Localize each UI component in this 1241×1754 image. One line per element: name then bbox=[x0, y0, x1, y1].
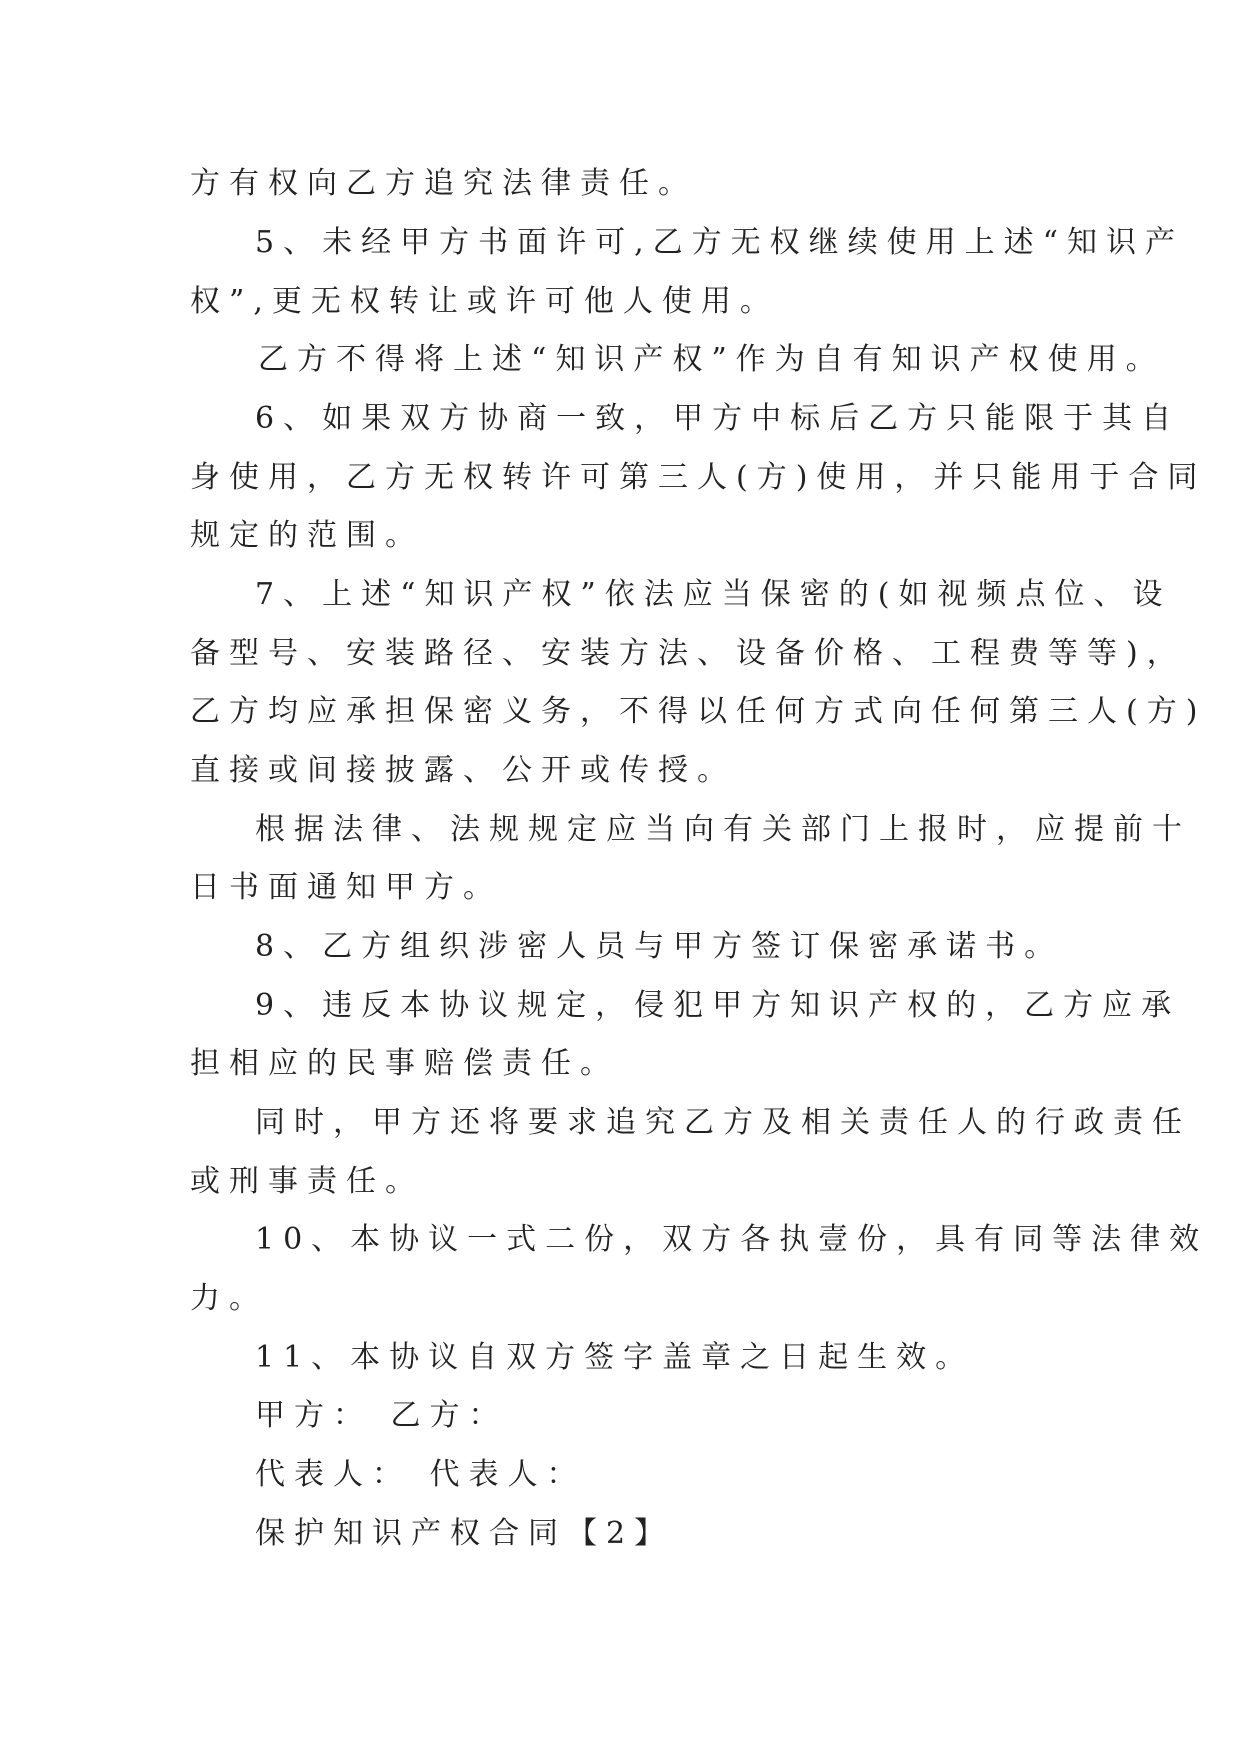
section-heading: 保护知识产权合同【2】 bbox=[255, 1516, 674, 1551]
body-line: 日书面通知甲方。 bbox=[190, 870, 502, 905]
body-line: 同时，甲方还将要求追究乙方及相关责任人的行政责任 bbox=[255, 1105, 1191, 1140]
body-line: 备型号、安装路径、安装方法、设备价格、工程费等等)， bbox=[190, 636, 1186, 671]
party-signature-line: 甲方： 乙方： bbox=[255, 1398, 508, 1433]
body-line: 权”,更无权转让或许可他人使用。 bbox=[190, 284, 779, 319]
body-line: 或刑事责任。 bbox=[190, 1164, 424, 1199]
body-line: 方有权向乙方追究法律责任。 bbox=[190, 166, 697, 201]
clause-8-line: 8、乙方组织涉密人员与甲方签订保密承诺书。 bbox=[255, 929, 1064, 964]
body-line: 乙方不得将上述“知识产权”作为自有知识产权使用。 bbox=[258, 342, 1165, 377]
body-line: 力。 bbox=[190, 1281, 268, 1316]
representative-signature-line: 代表人： 代表人： bbox=[255, 1457, 586, 1492]
body-line: 直接或间接披露、公开或传授。 bbox=[190, 753, 736, 788]
clause-6-line: 6、如果双方协商一致，甲方中标后乙方只能限于其自 bbox=[255, 401, 1181, 436]
clause-10-line: 10、本协议一式二份，双方各执壹份，具有同等法律效 bbox=[255, 1222, 1209, 1257]
clause-9-line: 9、违反本协议规定，侵犯甲方知识产权的，乙方应承 bbox=[255, 988, 1181, 1023]
body-line: 担相应的民事赔偿责任。 bbox=[190, 1046, 619, 1081]
body-line: 根据法律、法规规定应当向有关部门上报时，应提前十 bbox=[255, 812, 1191, 847]
body-line: 身使用，乙方无权转许可第三人(方)使用，并只能用于合同 bbox=[190, 460, 1207, 495]
clause-7-line: 7、上述“知识产权”依法应当保密的(如视频点位、设 bbox=[255, 577, 1172, 612]
clause-11-line: 11、本协议自双方签字盖章之日起生效。 bbox=[255, 1340, 975, 1375]
body-line: 规定的范围。 bbox=[190, 518, 424, 553]
body-line: 乙方均应承担保密义务，不得以任何方式向任何第三人(方) bbox=[190, 694, 1207, 729]
clause-5-line: 5、未经甲方书面许可,乙方无权继续使用上述“知识产 bbox=[255, 225, 1184, 260]
